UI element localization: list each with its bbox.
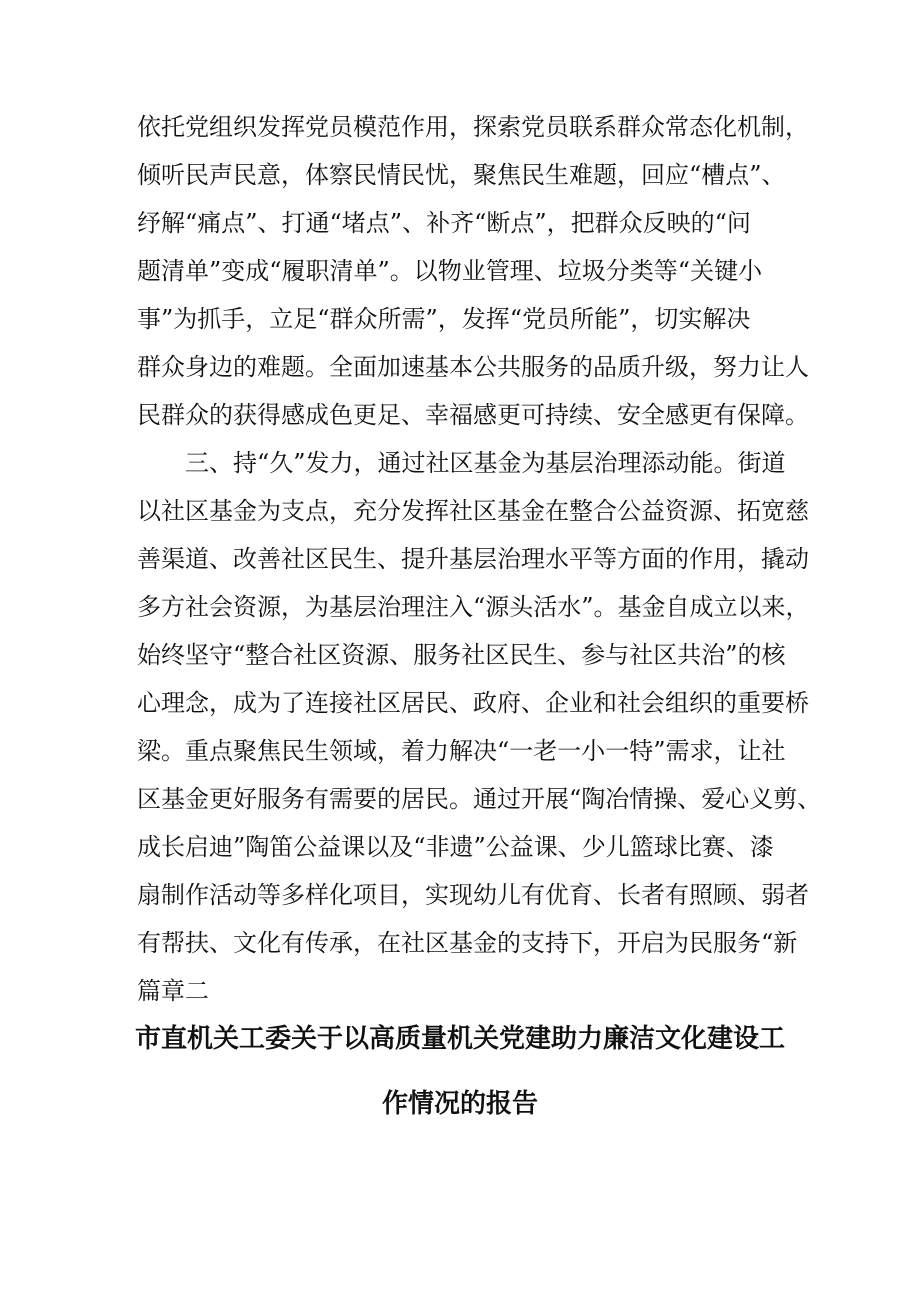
paragraph-line (0, 247, 920, 295)
paragraph-line (0, 919, 920, 967)
paragraph-line (0, 199, 920, 247)
paragraph-line (0, 871, 920, 919)
text-line: 倾听民声民意，体察民情民忧，聚焦民生难题，回应“槽点”、 (137, 161, 786, 189)
paragraph-line (0, 535, 920, 583)
paragraph-line (0, 631, 920, 679)
text-line: 事”为抓手，立足“群众所需”，发挥“党员所能”，切实解决 (137, 305, 751, 333)
paragraph-line (0, 775, 920, 823)
paragraph-line (0, 823, 920, 871)
text-line: 始终坚守“整合社区资源、服务社区民生、参与社区共治”的核 (137, 641, 786, 669)
paragraph-line (0, 487, 920, 535)
paragraph-line (0, 583, 920, 631)
text-line: 依托党组织发挥党员模范作用，探索党员联系群众常态化机制， (137, 113, 809, 141)
report-title-line-1: 市直机关工委关于以高质量机关党建助力廉洁文化建设工 (134, 1024, 785, 1054)
text-line: 篇章二 (137, 977, 209, 1005)
text-line: 题清单”变成“履职清单”。以物业管理、垃圾分类等“关键小 (137, 257, 763, 285)
text-line: 梁。重点聚焦民生领域，着力解决“一老一小一特”需求，让社 (137, 737, 786, 765)
text-line: 多方社会资源，为基层治理注入“源头活水”。基金自成立以来， (137, 593, 810, 621)
text-line: 民群众的获得感成色更足、幸福感更可持续、安全感更有保障。 (137, 401, 809, 429)
report-title-line-2: 作情况的报告 (381, 1089, 538, 1119)
section-heading-line: 三、持“久”发力，通过社区基金为基层治理添动能。街道 (185, 449, 786, 477)
paragraph-line (0, 151, 920, 199)
text-line: 纾解“痛点”、打通“堵点”、补齐“断点”，把群众反映的“问 (137, 209, 751, 237)
paragraph-line (0, 439, 920, 487)
text-line: 有帮扶、文化有传承，在社区基金的支持下，开启为民服务“新 (137, 929, 798, 957)
text-line: 善渠道、改善社区民生、提升基层治理水平等方面的作用，撬动 (137, 545, 809, 573)
paragraph-line (0, 679, 920, 727)
paragraph-line (0, 727, 920, 775)
text-line: 扇制作活动等多样化项目，实现幼儿有优育、长者有照顾、弱者 (137, 881, 809, 909)
text-line: 以社区基金为支点，充分发挥社区基金在整合公益资源、拓宽慈 (137, 497, 809, 525)
paragraph-line (0, 967, 920, 1015)
text-line: 群众身边的难题。全面加速基本公共服务的品质升级，努力让人 (137, 353, 809, 381)
paragraph-line (0, 103, 920, 151)
text-line: 心理念，成为了连接社区居民、政府、企业和社会组织的重要桥 (137, 689, 809, 717)
text-line: 区基金更好服务有需要的居民。通过开展“陶冶情操、爱心义剪、 (137, 785, 822, 813)
paragraph-line (0, 391, 920, 439)
paragraph-line (0, 343, 920, 391)
paragraph-line (0, 295, 920, 343)
text-line: 成长启迪”陶笛公益课以及“非遗”公益课、少儿篮球比赛、漆 (137, 833, 774, 861)
